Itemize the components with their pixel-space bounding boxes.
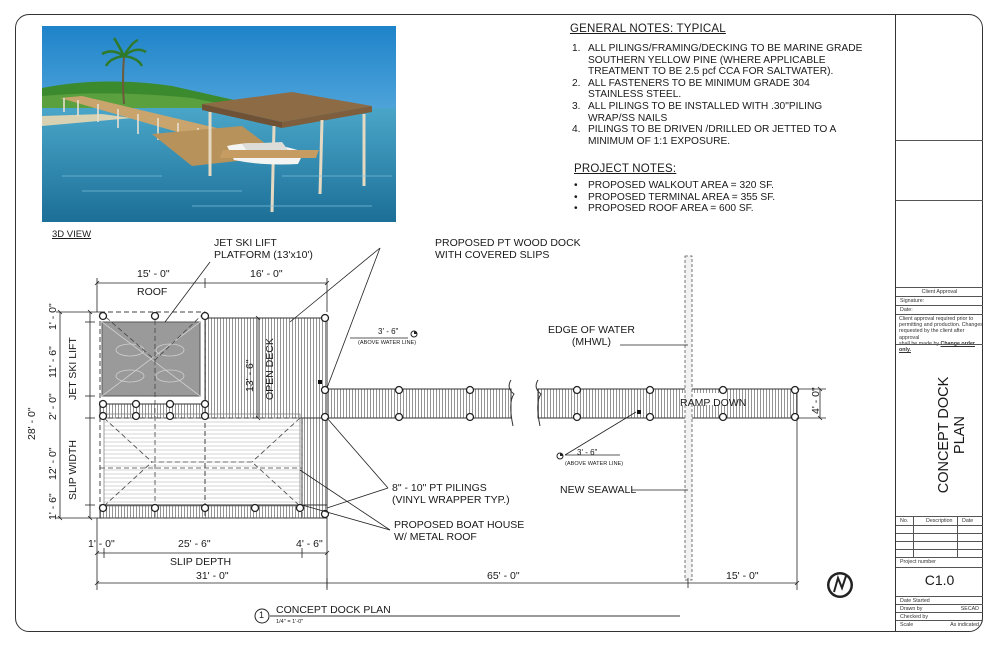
general-note-item: 3. ALL PILINGS TO BE INSTALLED WITH .30"PILING WRAP/SS NAILS xyxy=(572,100,823,124)
date-started-label: Date Started xyxy=(900,598,930,604)
callout-new-seawall: NEW SEAWALL xyxy=(560,484,637,496)
dim-bottom-1-0: 1' - 0" xyxy=(88,538,115,550)
elevation-note: (ABOVE WATER LINE) xyxy=(358,340,417,346)
rev-col-description: Description xyxy=(926,518,953,524)
project-note-item: • PROPOSED TERMINAL AREA = 355 SF. xyxy=(572,192,872,204)
scale-value: As indicated xyxy=(950,622,979,628)
sheet-number: C1.0 xyxy=(924,572,955,588)
dim-28-0: 28' - 0" xyxy=(26,407,38,440)
rev-col-no: No. xyxy=(900,518,909,524)
sheet-title: CONCEPT DOCK PLAN xyxy=(936,376,968,494)
checked-by-label: Checked by xyxy=(900,614,928,620)
callout-jet-ski-platform: JET SKI LIFT PLATFORM (13'x10') xyxy=(214,237,313,261)
dim-top-15: 15' - 0" xyxy=(137,268,170,280)
dim-2-0: 2' - 0" xyxy=(47,393,59,420)
dim-1-6: 1' - 6" xyxy=(47,493,59,520)
date-label: Date: xyxy=(900,307,913,313)
plan-title-number: 1 xyxy=(259,610,265,620)
general-note-item: 1. ALL PILINGS/FRAMING/DECKING TO BE MARINE GRADE SOUTHERN YELLOW PINE (WHERE APPLICABLE TREATMENT TO BE 2.5 pcf CCA FOR SALTWATER). xyxy=(572,43,863,78)
label-ramp-down: RAMP DOWN xyxy=(680,397,747,409)
project-notes-heading: PROJECT NOTES: xyxy=(574,163,677,175)
dim-bottom-25-6: 25' - 6" xyxy=(178,538,211,550)
title-block xyxy=(895,14,983,632)
label-jet-ski-lift: JET SKI LIFT xyxy=(67,337,79,400)
dim-bottom-65-0: 65' - 0" xyxy=(487,570,520,582)
dim-bottom-15-0: 15' - 0" xyxy=(726,570,759,582)
dim-bottom-31-0: 31' - 0" xyxy=(196,570,229,582)
side-deck-strip xyxy=(302,418,327,505)
elevation-value: 3' - 6" xyxy=(378,327,399,336)
dim-bottom-4-6: 4' - 6" xyxy=(296,538,323,550)
callout-pilings: 8" - 10" PT PILINGS (VINYL WRAPPER TYP.) xyxy=(392,482,510,506)
bottom-deck-strip xyxy=(100,505,327,518)
callout-wood-dock: PROPOSED PT WOOD DOCK WITH COVERED SLIPS xyxy=(435,237,581,261)
project-note-item: • PROPOSED WALKOUT AREA = 320 SF. xyxy=(572,180,872,192)
callout-boat-house: PROPOSED BOAT HOUSE W/ METAL ROOF xyxy=(394,519,525,543)
dim-11-6: 11' - 6" xyxy=(47,346,59,378)
elevation-note: (ABOVE WATER LINE) xyxy=(565,461,624,467)
client-approval-label: Client Approval xyxy=(921,289,958,295)
boat-house-roof xyxy=(104,414,300,506)
callout-edge-of-water: EDGE OF WATER (MHWL) xyxy=(548,324,635,348)
elevation-value: 3' - 6" xyxy=(577,448,598,457)
dim-13-6: 13' - 6" xyxy=(244,359,256,392)
drawn-by-label: Drawn by xyxy=(900,606,923,612)
general-note-item: 2. ALL FASTENERS TO BE MINIMUM GRADE 304 STAINLESS STEEL. xyxy=(572,77,810,101)
project-number-label: Project number xyxy=(900,559,936,565)
walkway-segment-1 xyxy=(327,389,511,418)
approval-note: Client approval required prior to permitting and production. Changes requested by the client after approval shall be made by Change order only. xyxy=(899,316,983,354)
sheet-title-wrap xyxy=(936,360,968,510)
plan-scale: 1/4" = 1'-0" xyxy=(276,619,304,625)
rev-col-date: Date xyxy=(962,518,974,524)
general-note-item: 4. PILINGS TO BE DRIVEN /DRILLED OR JETTED TO A MINIMUM OF 1:1 EXPOSURE. xyxy=(572,124,837,147)
project-note-item: • PROPOSED ROOF AREA = 600 SF. xyxy=(572,203,872,215)
dim-1-0: 1' - 0" xyxy=(47,303,59,330)
photo-caption: 3D VIEW xyxy=(52,229,92,240)
seawall xyxy=(685,256,692,580)
general-notes-heading: GENERAL NOTES: TYPICAL xyxy=(570,23,726,35)
signature-label: Signature: xyxy=(900,298,925,304)
dim-12-0: 12' - 0" xyxy=(47,447,59,480)
scale-label: Scale xyxy=(900,622,914,628)
drawn-by-value: SECAD xyxy=(960,606,979,612)
label-slip-depth: SLIP DEPTH xyxy=(170,556,232,568)
label-roof: ROOF xyxy=(137,286,168,298)
plan-title: CONCEPT DOCK PLAN xyxy=(276,604,391,616)
north-arrow-icon xyxy=(827,572,853,598)
dim-top-16: 16' - 0" xyxy=(250,268,283,280)
dim-4-0: 4' - 0" xyxy=(810,387,822,414)
label-slip-width: SLIP WIDTH xyxy=(67,440,79,500)
label-open-deck: OPEN DECK xyxy=(264,338,276,400)
